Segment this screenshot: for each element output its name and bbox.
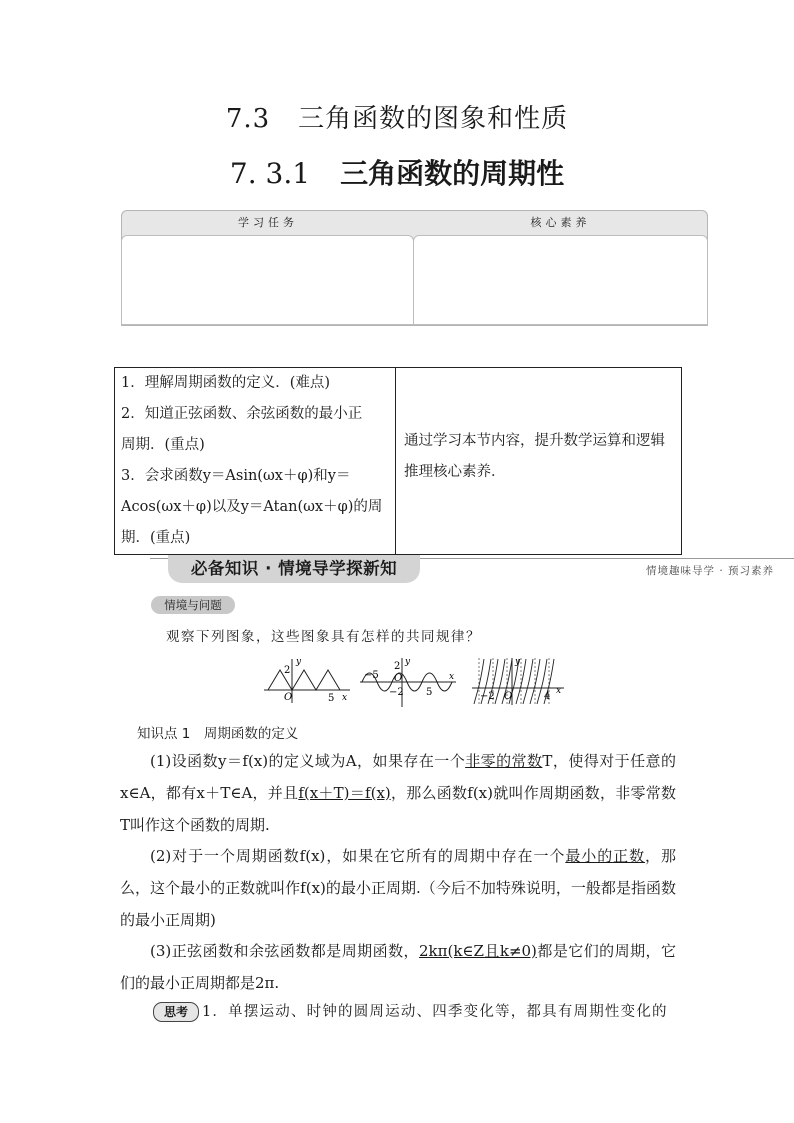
subsection-number: 7. 3.1 (229, 157, 311, 190)
x-label: x (342, 693, 348, 703)
tangent-graph (470, 655, 566, 707)
sine-wave-graph (358, 655, 458, 710)
header-learning-tasks: 学习任务 (238, 216, 298, 229)
x-label: x (449, 672, 455, 682)
tick-2: 2 (394, 661, 401, 672)
think-tag: 思考 (153, 1002, 199, 1022)
scenario-tag: 情境与问题 (151, 596, 235, 614)
underline-period-set: 2kπ(k∈Z且k≠0) (418, 942, 537, 960)
y-label: y (515, 657, 521, 667)
objective-line: 2．知道正弦函数、余弦函数的最小正 (121, 406, 363, 422)
y-label: y (405, 657, 411, 667)
objective-line: Acos(ωx＋φ)以及y＝Atan(ωx＋φ)的周 (121, 499, 383, 515)
underline-period-equation: f(x＋T)＝f(x) (298, 784, 391, 802)
tick-4: 4 (544, 691, 551, 702)
objective-line: 1．理解周期函数的定义．(难点) (121, 375, 331, 391)
triangle-wave-graph (262, 655, 352, 705)
objective-line: 周期．(重点) (121, 437, 205, 453)
tick-neg2: −2 (480, 691, 495, 702)
underline-nonzero-constant: 非零的常数 (465, 752, 543, 770)
y-label: y (296, 657, 302, 667)
task-header-table (121, 210, 708, 326)
objectives-table (114, 367, 682, 555)
section-title (0, 98, 794, 135)
underline-smallest-positive: 最小的正数 (565, 847, 646, 865)
subsection-title (0, 152, 794, 192)
origin-label: O (394, 673, 403, 684)
tick-5: 5 (426, 687, 433, 698)
definition-paragraph-3: (3)正弦函数和余弦函数都是周期函数，2kπ(k∈Z且k≠0)都是它们的周期，它们的最小正周期都是2π. (120, 942, 676, 992)
tick-2: 2 (284, 665, 291, 676)
section-number: 7.3 (225, 104, 271, 134)
origin-label: O (284, 692, 293, 703)
think-question: 1．单摆运动、时钟的圆周运动、四季变化等，都具有周期性变化的 (202, 1004, 668, 1020)
objective-line: 3．会求函数y＝Asin(ωx＋φ)和y＝ (121, 468, 351, 484)
objectives-list (115, 368, 396, 554)
scenario-question: 观察下列图象，这些图象具有怎样的共同规律？ (166, 629, 481, 645)
header-cell-left (121, 235, 414, 325)
header-cell-right (413, 235, 708, 325)
header-core-literacy: 核心素养 (530, 216, 591, 229)
section-title-text: 三角函数的图象和性质 (298, 104, 569, 134)
tick-neg5: −5 (364, 670, 379, 681)
core-literacy-text: 通过学习本节内容，提升数学运算和逻辑推理核心素养． (404, 433, 665, 480)
tick-neg2: −2 (389, 687, 404, 698)
definition-paragraph-2: (2)对于一个周期函数f(x)，如果在它所有的周期中存在一个最小的正数，那么，这个最小的正数就叫作f(x)的最小正周期.（今后不加特殊说明，一般都是指函数的最小正周期) (120, 847, 676, 929)
origin-label: O (504, 691, 513, 702)
banner-side-text: 情境趣味导学 · 预习素养 (646, 565, 775, 577)
section-banner: 必备知识 · 情境导学探新知 (168, 555, 420, 583)
definition-paragraph-1: (1)设函数y＝f(x)的定义域为A，如果存在一个非零的常数T，使得对于任意的x∈A，都有x＋T∈A，并且f(x＋T)＝f(x)，那么函数f(x)就叫作周期函数，非零常数T叫作这个函数的周期. (120, 752, 677, 834)
knowledge-point-heading: 知识点 1 周期函数的定义 (137, 726, 299, 742)
wave-curve (268, 670, 340, 690)
objective-line: 期．(重点) (121, 530, 191, 546)
x-label: x (556, 686, 562, 696)
tick-5: 5 (328, 693, 335, 704)
subsection-title-text: 三角函数的周期性 (340, 157, 565, 190)
